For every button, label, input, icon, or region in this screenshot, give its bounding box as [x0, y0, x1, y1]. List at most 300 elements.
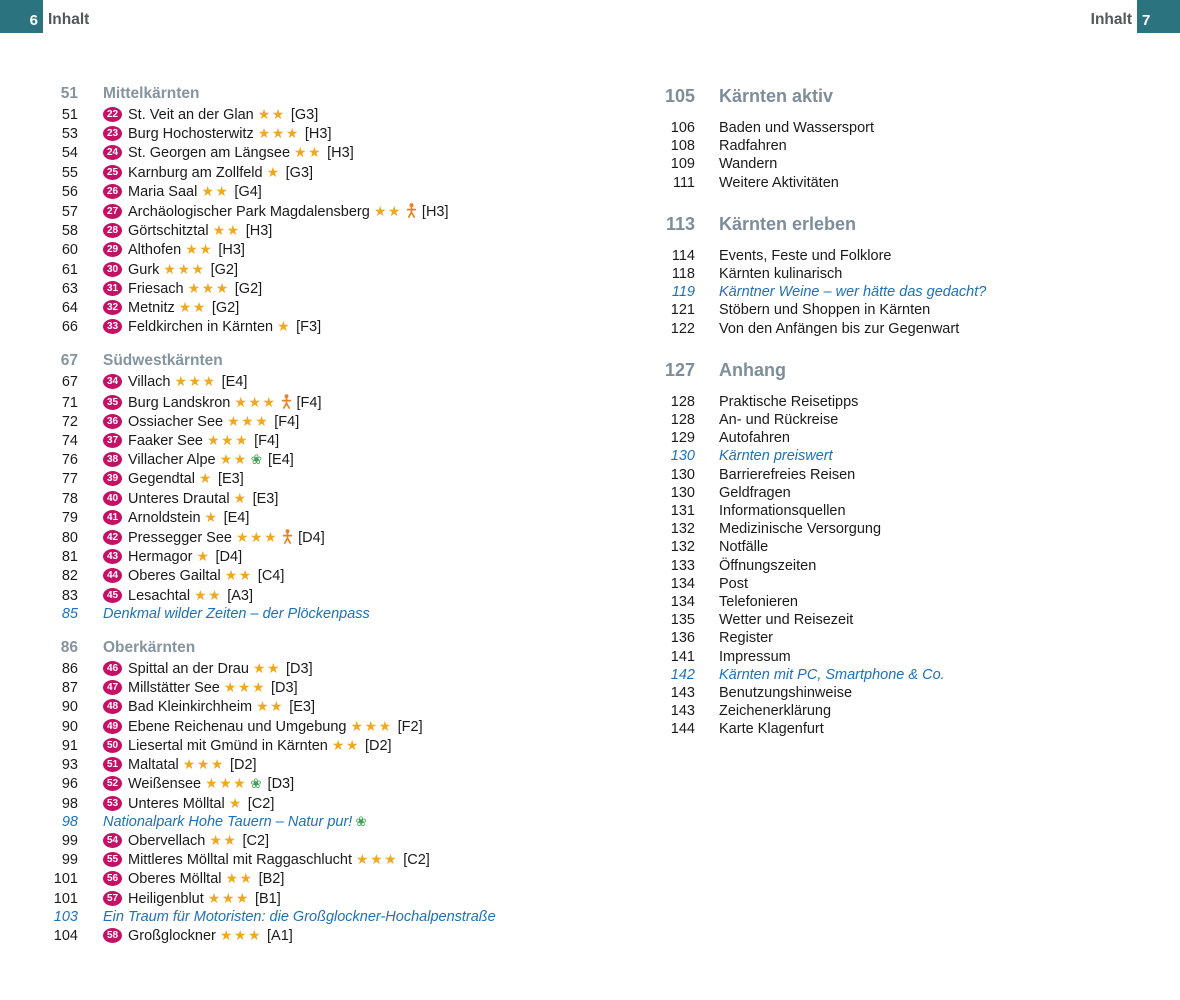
entry-page-number: 85	[61, 605, 78, 622]
entry-content	[719, 247, 891, 265]
section-page-number: 86	[60, 639, 78, 657]
entry-title: Metnitz	[128, 300, 175, 317]
star-rating: ★★★	[235, 529, 279, 546]
star-rating: ★★★	[223, 679, 267, 696]
star-rating: ★★★	[257, 125, 300, 142]
star-rating: ★★★	[219, 926, 262, 943]
star-rating: ★★★	[234, 393, 277, 410]
entry-page-number: 98	[61, 813, 78, 830]
toc-entry	[655, 119, 1140, 137]
map-grid-reference: [H3]	[304, 126, 332, 143]
star-rating: ★	[196, 548, 211, 565]
map-marker-badge: 53	[103, 796, 122, 811]
toc-entry	[655, 648, 1140, 666]
entry-title: Heiligenblut	[128, 890, 204, 907]
star-rating: ★★	[331, 736, 360, 753]
entry-page-number: 71	[61, 394, 78, 411]
star-rating: ★	[228, 794, 243, 811]
toc-entry	[655, 520, 1140, 538]
toc-entry	[655, 247, 1140, 265]
toc-entry	[40, 105, 640, 124]
entry-title: Register	[719, 630, 773, 647]
entry-content	[103, 869, 284, 888]
toc-entry	[655, 265, 1140, 283]
map-grid-reference: [H3]	[327, 145, 354, 162]
star-rating: ★★	[225, 870, 254, 887]
entry-page-number: 132	[670, 539, 695, 556]
entry-content	[103, 469, 244, 488]
entry-page-number: 93	[61, 757, 78, 774]
entry-content	[103, 298, 239, 317]
section-page-number: 67	[60, 352, 78, 370]
entry-title: Weitere Aktivitäten	[719, 174, 839, 191]
entry-title: Hermagor	[128, 549, 193, 566]
map-grid-reference: [E3]	[289, 699, 316, 716]
toc-entry	[40, 850, 640, 869]
map-grid-reference: [E4]	[223, 509, 250, 526]
entry-content	[719, 301, 930, 319]
entry-title: Unteres Drautal	[128, 490, 230, 507]
entry-page-number: 104	[53, 927, 78, 944]
toc-entry	[655, 137, 1140, 155]
toc-entry	[40, 774, 640, 793]
toc-entry	[655, 466, 1140, 484]
entry-page-number: 66	[61, 319, 78, 336]
entry-page-number: 98	[61, 795, 78, 812]
map-grid-reference: [D4]	[215, 549, 243, 566]
entry-content	[719, 648, 791, 666]
entry-title: Lesachtal	[128, 587, 191, 604]
toc-entry	[655, 393, 1140, 411]
entry-content	[103, 221, 272, 240]
page-number-left: 6	[29, 12, 38, 29]
entry-page-number: 128	[670, 412, 695, 429]
chapter-header	[655, 84, 1140, 110]
star-rating: ★★	[257, 106, 286, 122]
map-marker-badge: 30	[103, 262, 122, 277]
entry-page-number: 77	[61, 471, 78, 488]
feature-title: Kärntner Weine – wer hätte das gedacht?	[719, 284, 987, 301]
flower-icon: ❀	[250, 452, 263, 468]
map-marker-badge: 45	[103, 588, 122, 603]
toc-entry	[655, 611, 1140, 629]
star-rating: ★★★	[182, 756, 225, 773]
toc-entry	[655, 502, 1140, 520]
entry-content	[103, 431, 279, 450]
chapter-header	[655, 358, 1140, 384]
toc-entry	[40, 124, 640, 143]
section-title-wrap	[103, 84, 199, 104]
entry-content	[719, 484, 791, 502]
entry-content	[719, 447, 833, 465]
entry-page-number: 80	[61, 530, 78, 547]
map-marker-badge: 57	[103, 891, 122, 906]
person-icon	[282, 529, 293, 544]
toc-entry	[40, 317, 640, 336]
chapter-header	[655, 212, 1140, 238]
entry-page-number: 60	[61, 242, 78, 259]
entry-page-number: 58	[61, 223, 78, 240]
entry-page-number: 142	[670, 666, 695, 683]
map-grid-reference: [D3]	[267, 776, 295, 793]
map-grid-reference: [D2]	[364, 737, 392, 754]
entry-content	[103, 926, 293, 945]
toc-entry	[40, 755, 640, 774]
toc-entry	[40, 813, 640, 831]
entry-content	[719, 155, 777, 173]
entry-content	[103, 124, 331, 143]
toc-entry	[40, 678, 640, 697]
entry-content	[103, 201, 449, 221]
star-rating: ★★	[201, 182, 230, 199]
map-grid-reference: [A1]	[267, 927, 293, 944]
map-grid-reference: [G4]	[234, 183, 262, 200]
entry-title: Praktische Reisetipps	[719, 393, 859, 410]
entry-title: Events, Feste und Folklore	[719, 247, 892, 264]
entry-page-number: 128	[670, 393, 695, 410]
entry-page-number: 130	[670, 466, 695, 483]
entry-page-number: 119	[671, 284, 695, 301]
entry-page-number: 135	[670, 612, 695, 629]
flower-icon: ❀	[355, 813, 367, 829]
toc-section	[655, 84, 1140, 192]
entry-page-number: 79	[61, 509, 78, 526]
entry-page-number: 101	[53, 871, 78, 888]
entry-page-number: 130	[670, 448, 695, 465]
toc-entry	[40, 201, 640, 221]
entry-page-number: 81	[61, 549, 78, 566]
star-rating: ★★	[256, 698, 285, 715]
entry-title: Maltatal	[128, 757, 179, 774]
map-grid-reference: [E4]	[221, 374, 248, 391]
toc-entry	[40, 392, 640, 412]
entry-page-number: 64	[61, 300, 78, 317]
entry-content	[719, 174, 839, 192]
toc-entry	[40, 794, 640, 813]
map-grid-reference: [C2]	[242, 832, 270, 849]
entry-content	[103, 813, 368, 831]
map-marker-badge: 32	[103, 300, 122, 315]
entry-content	[719, 702, 831, 720]
running-header	[0, 0, 1180, 33]
entry-content	[719, 538, 768, 556]
entry-content	[103, 794, 274, 813]
entry-content	[719, 502, 846, 520]
entry-title: Autofahren	[719, 430, 790, 447]
toc-entry	[655, 557, 1140, 575]
entry-title: Notfälle	[719, 539, 769, 556]
toc-entry	[40, 182, 640, 201]
entry-title: Karnburg am Zollfeld	[128, 164, 263, 181]
entry-page-number: 143	[670, 685, 695, 702]
toc-entry	[40, 163, 640, 182]
entry-title: Ossiacher See	[128, 413, 224, 430]
entry-title: Unteres Mölltal	[128, 795, 225, 812]
entry-content	[103, 659, 313, 678]
toc-entry	[655, 301, 1140, 319]
map-marker-badge: 37	[103, 433, 122, 448]
map-marker-badge: 24	[103, 145, 122, 160]
entry-content	[103, 850, 430, 869]
star-rating: ★	[204, 508, 219, 525]
star-rating: ★★★	[207, 889, 250, 906]
toc-entry	[655, 684, 1140, 702]
entry-page-number: 91	[61, 737, 78, 754]
entry-content	[103, 586, 253, 605]
map-grid-reference: [E4]	[268, 452, 294, 469]
map-marker-badge: 47	[103, 680, 122, 695]
map-grid-reference: [F3]	[296, 319, 322, 336]
entry-title: Villacher Alpe	[128, 452, 216, 469]
map-marker-badge: 58	[103, 928, 122, 943]
entry-content	[103, 163, 313, 182]
map-marker-badge: 33	[103, 319, 122, 334]
map-marker-badge: 38	[103, 452, 122, 467]
entry-content	[719, 720, 824, 738]
entry-content	[103, 527, 325, 547]
star-rating: ★★★	[350, 717, 393, 734]
entry-page-number: 133	[670, 557, 695, 574]
entry-title: Stöbern und Shoppen in Kärnten	[719, 302, 931, 319]
chapter-page-number: 113	[665, 213, 695, 234]
toc-entry	[40, 926, 640, 945]
map-marker-badge: 42	[103, 530, 122, 545]
entry-title: Feldkirchen in Kärnten	[128, 319, 274, 336]
entry-title: An- und Rückreise	[719, 412, 839, 429]
map-grid-reference: [G2]	[210, 261, 238, 278]
map-grid-reference: [G3]	[285, 164, 314, 181]
entry-content	[103, 755, 257, 774]
entry-content	[103, 317, 321, 336]
toc-left-column	[40, 84, 640, 945]
entry-page-number: 78	[61, 490, 78, 507]
chapter-title: Kärnten aktiv	[719, 86, 834, 106]
toc-entry	[40, 298, 640, 317]
star-rating: ★★★	[187, 279, 230, 296]
entry-page-number: 86	[61, 661, 78, 678]
chapter-title: Kärnten erleben	[719, 213, 857, 234]
toc-entry	[40, 450, 640, 469]
entry-title: Zeichenerklärung	[719, 703, 832, 720]
entry-title: Barrierefreies Reisen	[719, 466, 856, 483]
star-rating: ★★★	[227, 412, 270, 429]
entry-page-number: 74	[61, 433, 78, 450]
entry-title: Burg Landskron	[128, 394, 231, 411]
entry-page-number: 90	[61, 699, 78, 716]
header-title-left: Inhalt	[48, 11, 90, 28]
entry-page-number: 57	[61, 204, 78, 221]
entry-title: Karte Klagenfurt	[719, 721, 824, 738]
entry-title: St. Georgen am Längsee	[128, 145, 291, 162]
star-rating: ★★	[212, 222, 241, 239]
map-marker-badge: 52	[103, 776, 122, 791]
map-grid-reference: [C2]	[247, 795, 275, 812]
map-marker-badge: 44	[103, 568, 122, 583]
map-grid-reference: [F2]	[397, 718, 423, 735]
toc-entry	[40, 260, 640, 279]
section-header	[40, 351, 640, 371]
entry-title: Post	[719, 575, 749, 592]
person-icon	[281, 394, 292, 409]
entry-title: Archäologischer Park Magdalensberg	[128, 204, 370, 221]
entry-page-number: 134	[670, 575, 695, 592]
entry-content	[719, 666, 945, 684]
star-rating: ★★	[252, 660, 282, 677]
entry-page-number: 114	[671, 247, 695, 264]
entry-content	[103, 889, 281, 908]
star-rating: ★★	[209, 831, 238, 848]
map-grid-reference: [B2]	[258, 871, 285, 888]
entry-title: Gurk	[128, 261, 160, 278]
entry-title: Geldfragen	[719, 484, 791, 501]
entry-title: Mittleres Mölltal mit Raggaschlucht	[128, 852, 353, 869]
entry-title: Burg Hochosterwitz	[128, 126, 254, 143]
entry-page-number: 76	[61, 452, 78, 469]
entry-title: Ebene Reichenau und Umgebung	[128, 718, 347, 735]
entry-page-number: 83	[61, 587, 78, 604]
star-rating: ★	[233, 489, 248, 506]
map-marker-badge: 51	[103, 757, 122, 772]
entry-page-number: 108	[670, 138, 695, 155]
entry-content	[719, 593, 798, 611]
toc-entry	[655, 484, 1140, 502]
map-grid-reference: [D3]	[286, 661, 313, 678]
entry-page-number: 109	[670, 156, 695, 173]
entry-content	[103, 143, 354, 162]
entry-content	[719, 684, 852, 702]
entry-content	[103, 831, 269, 850]
entry-page-number: 90	[61, 718, 78, 735]
map-grid-reference: [D4]	[298, 530, 325, 547]
entry-title: Großglockner	[128, 927, 216, 944]
toc-entry	[655, 155, 1140, 173]
entry-title: Kärnten kulinarisch	[719, 266, 843, 283]
section-header	[40, 638, 640, 658]
toc-content	[40, 84, 1140, 945]
person-icon	[406, 203, 417, 218]
section-title-wrap	[103, 638, 195, 658]
toc-entry	[655, 447, 1140, 465]
chapter-title-wrap	[719, 84, 833, 110]
toc-entry	[655, 174, 1140, 192]
section-header	[40, 84, 640, 104]
entry-content	[103, 392, 322, 412]
toc-section	[655, 358, 1140, 739]
entry-page-number: 96	[61, 776, 78, 793]
toc-entry	[40, 831, 640, 850]
entry-content	[719, 466, 855, 484]
map-grid-reference: [H3]	[421, 204, 449, 221]
map-grid-reference: [D3]	[271, 680, 298, 697]
entry-content	[103, 697, 315, 716]
entry-content	[719, 611, 853, 629]
entry-title: Friesach	[128, 280, 184, 297]
toc-entry	[40, 527, 640, 547]
entry-page-number: 143	[670, 703, 695, 720]
entry-content	[103, 279, 262, 298]
map-marker-badge: 55	[103, 852, 122, 867]
toc-entry	[40, 469, 640, 488]
map-marker-badge: 29	[103, 242, 122, 257]
toc-entry	[40, 412, 640, 431]
map-marker-badge: 43	[103, 549, 122, 564]
entry-title: Bad Kleinkirchheim	[128, 699, 253, 716]
entry-page-number: 101	[53, 890, 78, 907]
entry-page-number: 118	[671, 266, 695, 283]
entry-page-number: 82	[61, 568, 78, 585]
toc-entry	[40, 372, 640, 391]
toc-entry	[655, 320, 1140, 338]
entry-title: Liesertal mit Gmünd in Kärnten	[128, 737, 328, 754]
toc-entry	[40, 697, 640, 716]
feature-title: Denkmal wilder Zeiten – der Plöckenpass	[103, 605, 370, 622]
entry-page-number: 53	[61, 126, 78, 143]
toc-entry	[40, 869, 640, 888]
entry-content	[719, 520, 881, 538]
entry-content	[719, 137, 787, 155]
toc-entry	[40, 908, 640, 926]
entry-content	[103, 736, 392, 755]
flower-icon: ❀	[250, 776, 262, 792]
chapter-page-number: 127	[664, 359, 695, 380]
entry-content	[103, 717, 423, 736]
entry-content	[719, 393, 858, 411]
entry-content	[103, 182, 262, 201]
section-page-number: 51	[60, 85, 78, 102]
feature-title: Kärnten preiswert	[719, 448, 833, 465]
map-grid-reference: [H3]	[245, 223, 273, 240]
toc-entry	[655, 411, 1140, 429]
entry-title: Benutzungshinweise	[719, 685, 853, 702]
running-header-right	[1091, 0, 1180, 33]
entry-page-number: 144	[670, 721, 695, 738]
map-marker-badge: 25	[103, 165, 122, 180]
entry-content	[103, 372, 247, 391]
toc-entry	[655, 429, 1140, 447]
entry-title: Althofen	[128, 242, 182, 259]
toc-section	[40, 84, 640, 336]
map-grid-reference: [G2]	[234, 280, 263, 297]
entry-page-number: 61	[61, 261, 78, 278]
map-grid-reference: [G2]	[211, 300, 240, 317]
toc-entry	[40, 889, 640, 908]
map-marker-badge: 34	[103, 374, 122, 389]
toc-entry	[655, 666, 1140, 684]
toc-section	[40, 351, 640, 623]
map-marker-badge: 39	[103, 471, 122, 486]
chapter-title: Anhang	[719, 359, 786, 380]
toc-right-column	[655, 84, 1140, 945]
map-grid-reference: [D2]	[229, 757, 257, 774]
map-marker-badge: 49	[103, 719, 122, 734]
map-grid-reference: [C4]	[257, 568, 285, 585]
entry-title: Informationsquellen	[719, 503, 846, 520]
entry-page-number: 129	[670, 430, 695, 447]
entry-title: Medizinische Versorgung	[719, 521, 882, 538]
map-grid-reference: [G3]	[290, 107, 319, 123]
page-number-right: 7	[1142, 12, 1151, 29]
entry-title: Görtschitztal	[128, 223, 209, 240]
toc-entry	[40, 566, 640, 585]
feature-title: Nationalpark Hohe Tauern – Natur pur!	[103, 813, 353, 830]
entry-content	[719, 320, 959, 338]
entry-title: Wandern	[719, 156, 778, 173]
star-rating: ★★★	[206, 432, 250, 449]
entry-title: Millstätter See	[128, 680, 220, 697]
star-rating: ★★	[178, 299, 207, 316]
toc-entry	[655, 702, 1140, 720]
entry-page-number: 106	[670, 120, 695, 136]
